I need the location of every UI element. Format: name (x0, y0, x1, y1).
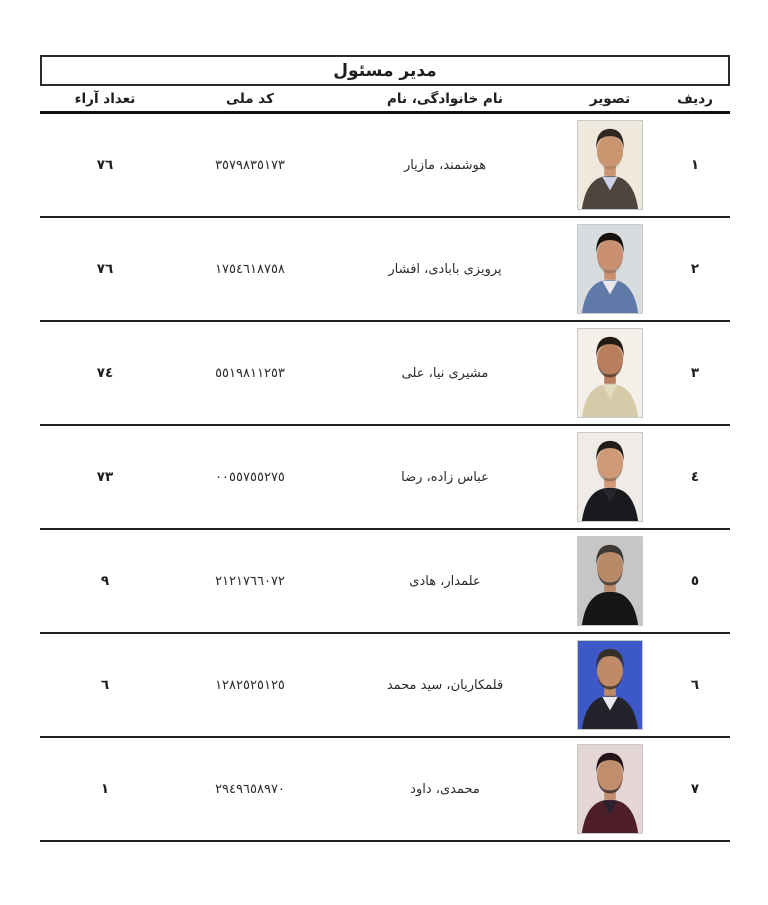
portrait-icon (578, 745, 642, 833)
candidate-votes: ٧٦ (96, 261, 114, 277)
candidate-photo (577, 120, 643, 210)
candidate-name: عباس زاده، رضا (401, 469, 489, 485)
candidate-photo (577, 640, 643, 730)
candidate-national-id: ٠٠٥٥٧٥٥٢٧٥ (215, 469, 285, 485)
row-index: ٧ (690, 781, 700, 797)
row-index: ٣ (690, 365, 700, 381)
table-row (40, 114, 730, 218)
portrait-icon (578, 641, 642, 729)
candidate-name: قلمکاریان، سید محمد (386, 677, 504, 693)
candidate-national-id: ٢١٢١٧٦٦٠٧٢ (215, 573, 285, 589)
candidate-national-id: ٣٥٧٩٨٣٥١٧٣ (215, 157, 285, 173)
candidate-name: پرویزی بابادی، افشار (388, 261, 502, 277)
candidate-name: مشیری نیا، علی (401, 365, 489, 381)
row-index: ١ (690, 157, 700, 173)
portrait-icon (578, 537, 642, 625)
candidate-votes: ٧٣ (96, 469, 114, 485)
candidate-votes: ٦ (100, 677, 110, 693)
candidate-name: محمدی، داود (410, 781, 480, 797)
column-header-index: ردیف (677, 90, 713, 107)
column-header-national-id: کد ملی (226, 90, 274, 107)
column-header-photo: تصویر (589, 90, 631, 107)
candidate-name: هوشمند، مازیار (403, 157, 487, 173)
candidate-name: علمدار، هادی (409, 573, 481, 589)
candidate-photo (577, 536, 643, 626)
candidate-votes: ٧٦ (96, 157, 114, 173)
table-body (40, 114, 730, 842)
candidate-votes: ٩ (100, 573, 110, 589)
portrait-icon (578, 329, 642, 417)
row-index: ٥ (690, 573, 700, 589)
portrait-icon (578, 121, 642, 209)
table-row (40, 530, 730, 634)
table-row (40, 426, 730, 530)
page-title: مدیر مسئول (40, 55, 730, 86)
table-row (40, 218, 730, 322)
candidate-national-id: ٢٩٤٩٦٥٨٩٧٠ (215, 781, 285, 797)
column-header-name: نام خانوادگی، نام (387, 90, 503, 107)
portrait-icon (578, 433, 642, 521)
row-index: ٢ (690, 261, 700, 277)
table-row (40, 738, 730, 842)
portrait-icon (578, 225, 642, 313)
table-row (40, 634, 730, 738)
candidate-photo (577, 432, 643, 522)
candidate-votes: ١ (100, 781, 110, 797)
row-index: ٦ (690, 677, 700, 693)
table-header (40, 86, 730, 114)
candidate-photo (577, 744, 643, 834)
candidate-photo (577, 224, 643, 314)
row-index: ٤ (690, 469, 700, 485)
candidate-national-id: ٥٥١٩٨١١٢٥٣ (215, 365, 285, 381)
candidate-votes: ٧٤ (96, 365, 114, 381)
candidate-national-id: ١٢٨٢٥٢٥١٢٥ (215, 677, 285, 693)
candidate-national-id: ١٧٥٤٦١٨٧٥٨ (215, 261, 285, 277)
column-header-votes: تعداد آراء (74, 90, 136, 107)
table-row (40, 322, 730, 426)
candidate-photo (577, 328, 643, 418)
